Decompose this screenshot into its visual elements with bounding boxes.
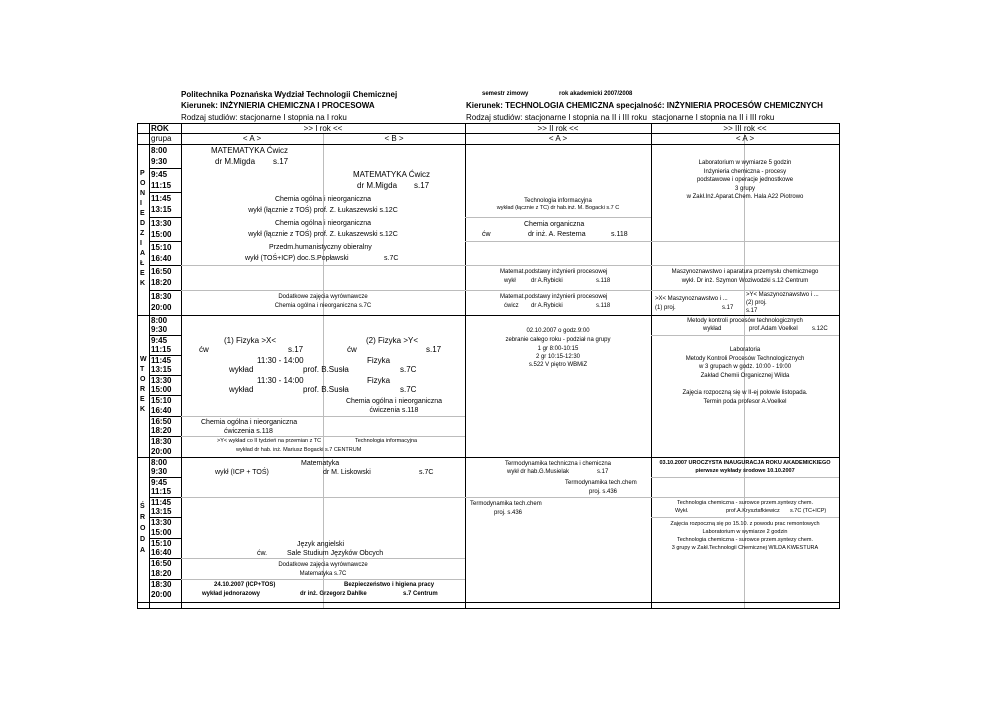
year3-header: >> III rok << (723, 124, 767, 133)
time-label: 20:00 (151, 447, 172, 456)
tue-fw2-subject: Fizyka (367, 376, 391, 385)
mon-y2-mp1-teacher: dr A.Rybicki (531, 278, 563, 284)
cell-line (651, 517, 839, 518)
day-letter: A (140, 250, 146, 257)
day-letter: W (140, 356, 147, 363)
wed-bhp-room: s.7 Centrum (403, 591, 438, 597)
wed-y3-inaug-detail: pierwsze wykłady środowe 10.10.2007 (695, 468, 795, 474)
studies-year3: stacjonarne I stopnia na II i III roku (652, 113, 775, 122)
tue-y2-note-line: 1 gr 8:00-10:15 (537, 346, 579, 352)
tue-y3-mk-room: s.12C (812, 326, 828, 332)
cell-line (651, 335, 839, 336)
mon-y3-lab-line: w Zakł.Inż.Aparat.Chem. Hala A22 Piotrowo (686, 194, 804, 200)
day-letter: T (140, 366, 145, 373)
mon-y3-masz-title: Maszynoznawstwo i aparatura przemysłu chemicznego (671, 269, 819, 275)
mon-hum-room: s.7C (384, 255, 399, 262)
tue-fw2-room: s.7C (400, 385, 417, 394)
mon-y2-co-teacher: dr inż. A. Resterna (528, 231, 586, 238)
mon-chem2-title: Chemia ogólna i nieorganiczna (274, 220, 372, 227)
day-letter: Z (140, 230, 145, 237)
wed-y2-tp-title: Termodynamika tech.chem (565, 480, 637, 486)
time-label: 9:45 (151, 170, 168, 179)
time-label: 18:30 (151, 437, 172, 446)
tue-ti-detail: wykład dr hab. inż. Mariusz Bogacki s.7 CENTRUM (236, 447, 362, 453)
day-letter: R (140, 386, 146, 393)
wed-y3-tc-title: Technologia chemiczna - surowce przem.syntezy chem. (676, 500, 814, 506)
time-label: 11:15 (151, 345, 172, 354)
group-a-year2: < A > (548, 134, 568, 143)
time-label: 20:00 (151, 590, 172, 599)
grid-left-border (137, 123, 138, 609)
time-label: 13:15 (151, 205, 172, 214)
mon-y2-ti-detail: wykład (łącznie z TC) dr hab.inż. M. Bogacki s.7 C (496, 205, 620, 211)
wed-y3-note-line: Technologia chemiczna - surowce przem.syntezy chem. (676, 537, 814, 543)
tue-y3-lab-line: Metody Kontroli Procesów Technologicznych (685, 356, 805, 362)
time-label: 9:30 (151, 467, 168, 476)
semester-label: semestr zimowy (482, 91, 529, 97)
day-letter: E (140, 210, 145, 217)
day-letter: O (140, 180, 146, 187)
tue-fy-room: s.17 (426, 345, 442, 354)
group-b-year1: < B > (384, 134, 404, 143)
day-letter: A (140, 547, 146, 554)
tue-fw1-subject: Fizyka (367, 356, 391, 365)
cell-line (465, 241, 651, 242)
tue-y3-note-line: Zajęcia rozpoczną się w II-ej połowie listopada. (682, 390, 808, 396)
mon-chem1-title: Chemia ogólna i nieorganiczna (274, 196, 372, 203)
kierunek-year23: Kierunek: TECHNOLOGIA CHEMICZNA specjalność: INŻYNIERIA PROCESÓW CHEMICZNYCH (466, 101, 823, 110)
slot-line (149, 168, 181, 169)
tue-fx-type: ćw (199, 345, 209, 354)
tue-fw1-room: s.7C (400, 365, 417, 374)
wed-bhp-type: wykład jednorazowy (202, 591, 261, 597)
time-label: 9:30 (151, 325, 168, 334)
tue-ch-a-title: Chemia ogólna i nieorganiczna (201, 419, 298, 426)
cell-line (181, 436, 465, 437)
time-label: 18:20 (151, 426, 172, 435)
mon-y3-my-title: >Y< Maszynoznawstwo i ... (746, 292, 819, 298)
wed-y2-tp2-detail: proj. s.436 (494, 510, 523, 516)
grid-day-tue-wed (137, 457, 840, 458)
mon-y3-lab-line: podstawowe i operacje jednostkowe (696, 177, 794, 183)
wed-y3-note-line: Zajęcia rozpoczną się po 15.10. z powodu prac remontowych (670, 521, 820, 527)
time-label: 18:20 (151, 569, 172, 578)
time-label: 16:40 (151, 254, 172, 263)
time-label: 9:45 (151, 336, 168, 345)
time-label: 13:30 (151, 376, 172, 385)
tue-fw1-time: 11:30 - 14:00 (257, 356, 304, 365)
mon-y2-mp1-title: Matemat.podstawy inżynierii procesowej (500, 269, 608, 275)
wed-ja-place: Sale Studium Języków Obcych (287, 550, 384, 557)
cell-line (181, 558, 465, 559)
grid-right-border (839, 123, 840, 609)
wed-y3-note-line: 3 grupy w Zakł.Technologii Chemicznej WILDA KWESTURA (671, 545, 819, 551)
group-a-year1: < A > (242, 134, 262, 143)
slot-line (149, 192, 181, 193)
time-label: 15:00 (151, 528, 172, 537)
tue-y2-note-line: zebranie całego roku - podział na grupy (505, 337, 611, 343)
grid-day-mon-tue (137, 315, 840, 316)
wed-mat-room: s.7C (419, 469, 434, 476)
mon-mat-a-room: s.17 (273, 157, 289, 166)
cell-line (651, 265, 839, 266)
tue-y2-note-line: 2 gr 10:15-12:30 (535, 354, 581, 360)
mon-y3-lab-line: Laboratorium w wymiarze 5 godzin (698, 160, 792, 166)
time-label: 11:45 (151, 194, 172, 203)
wed-y2-td-detail: wykł dr hab.G.Musielak (507, 469, 570, 475)
rok-label: ROK (151, 124, 169, 133)
slot-line (149, 217, 181, 218)
tue-fx-title: (1) Fizyka >X< (224, 336, 277, 345)
academic-year-label: rok akademicki 2007/2008 (559, 91, 633, 97)
mon-hum-title: Przedm.humanistyczny obieralny (269, 244, 372, 251)
time-label: 18:30 (151, 580, 172, 589)
mon-y3-mx-type: (1) proj. (655, 305, 676, 311)
wed-y2-td-room: s.17 (597, 469, 609, 475)
day-letter: I (140, 200, 142, 207)
day-letter: E (140, 396, 145, 403)
grid-grupa-row (137, 144, 840, 145)
slot-line (149, 290, 181, 291)
time-label: 20:00 (151, 303, 172, 312)
time-label: 13:15 (151, 507, 172, 516)
cell-line (651, 497, 839, 498)
mon-chem1-detail: wykł (łącznie z TOŚ) prof. Z. Łukaszewski s.12C (248, 207, 398, 214)
mon-y2-mp2-room: s.118 (596, 303, 611, 309)
wed-y3-note-line: Laboratorium w wymiarze 2 godzin (702, 529, 788, 535)
mon-y3-lab-line: Inżynieria chemiczna - procesy (703, 169, 787, 175)
time-label: 18:30 (151, 292, 172, 301)
day-letter: R (140, 514, 146, 521)
mon-y3-mx-room: s.17 (722, 305, 734, 311)
cell-line (465, 265, 651, 266)
wed-dod-detail: Matematyka s.7C (299, 571, 347, 577)
grid-bottom-border-2 (137, 608, 840, 609)
slot-line (149, 241, 181, 242)
year2-header: >> II rok << (537, 124, 579, 133)
wed-y3-tc-type: Wykł. (675, 508, 689, 514)
cell-line (181, 290, 465, 291)
cell-line (651, 241, 839, 242)
mon-mat-b-title: MATEMATYKA Ćwicz (353, 170, 431, 179)
mon-dod-title: Dodatkowe zajęcia wyrównawcze (278, 294, 368, 300)
day-letter: D (140, 220, 146, 227)
wed-y3-tc-teacher: prof.A.Krysztafkiewicz (726, 508, 780, 514)
university-title: Politechnika Poznańska Wydział Technologii Chemicznej (181, 90, 398, 99)
time-label: 16:50 (151, 559, 172, 568)
group-a-year3: < A > (735, 134, 755, 143)
kierunek-year1: Kierunek: INŻYNIERIA CHEMICZNA I PROCESOWA (181, 101, 375, 110)
time-label: 15:00 (151, 230, 172, 239)
cell-line (651, 477, 839, 478)
tue-ti-note: >Y< wykład co II tydzień na przemian z TC (217, 438, 322, 444)
tue-y3-mk-teacher: prof.Adam Voelkel (749, 326, 798, 332)
tue-y2-note-line: 02.10.2007 o godz.9:00 (526, 328, 590, 334)
tue-y3-lab-line: w 3 grupach w godz. 10:00 - 19:00 (698, 364, 792, 370)
mon-mat-a-title: MATEMATYKA Ćwicz (211, 146, 289, 155)
mon-chem2-detail: wykł (łącznie z TOŚ) prof. Z. Łukaszewski s.12C (248, 231, 398, 238)
mon-mat-a-teacher: dr M.Migda (215, 157, 256, 166)
mon-y3-my-room: s.17 (746, 308, 758, 314)
mon-mat-b-teacher: dr M.Migda (357, 181, 398, 190)
tue-y3-lab-line: Zakład Chemii Organicznej Wilda (700, 373, 790, 379)
tue-fx-room: s.17 (288, 345, 304, 354)
grupa-label: grupa (151, 134, 172, 143)
mon-y2-mp2-title: Matemat.podstawy inżynierii procesowej (500, 294, 608, 300)
tue-y3-lab-line: Laboratoria (729, 347, 761, 353)
tue-ch-b-title: Chemia ogólna i nieorganiczna (345, 398, 443, 405)
day-letter: O (140, 376, 146, 383)
day-letter: E (140, 270, 145, 277)
tue-fw2-time: 11:30 - 14:00 (257, 376, 304, 385)
time-label: 15:10 (151, 396, 172, 405)
mon-hum-detail: wykł (TOŚ+ICP) doc.S.Popławski (245, 255, 349, 262)
mon-y3-lab-line: 3 grupy (734, 186, 755, 192)
tue-y3-note-line: Termin poda profesor A.Voelkel (703, 399, 787, 405)
mon-y2-mp2-type: ćwicz (504, 303, 519, 309)
mon-y3-my-type: (2) proj. (746, 300, 767, 306)
wed-y2-tp-detail: proj. s.436 (589, 489, 618, 495)
year1-header: >> I rok << (303, 124, 343, 133)
time-label: 16:50 (151, 267, 172, 276)
tue-y3-mk-type: wykład (703, 326, 722, 332)
time-label: 13:30 (151, 518, 172, 527)
time-label: 15:10 (151, 539, 172, 548)
time-label: 8:00 (151, 458, 168, 467)
time-label: 9:30 (151, 157, 168, 166)
time-label: 11:45 (151, 498, 172, 507)
cell-line (465, 290, 651, 291)
wed-ja-title: Język angielski (297, 541, 345, 548)
day-letter: N (140, 190, 146, 197)
wed-dod-title: Dodatkowe zajęcia wyrównawcze (278, 562, 368, 568)
mon-y2-mp1-type: wykł (504, 278, 516, 284)
day-letter: I (140, 240, 142, 247)
mon-y2-co-title: Chemia organiczna (524, 221, 585, 228)
tue-ch-b-detail: ćwiczenia s.118 (369, 407, 419, 414)
tue-ch-a-detail: ćwiczenia s.118 (224, 428, 273, 435)
time-label: 11:45 (151, 356, 172, 365)
tue-fw1-teacher: prof. B.Susła (303, 365, 349, 374)
wed-ja-type: ćw. (257, 550, 268, 557)
slot-line (149, 265, 181, 266)
wed-y2-td-title: Termodynamika techniczna i chemiczna (504, 461, 612, 467)
day-letter: K (140, 406, 146, 413)
cell-line (181, 579, 465, 580)
studies-year2: Rodzaj studiów: stacjonarne I stopnia na II i III roku (466, 113, 647, 122)
time-label: 13:30 (151, 219, 172, 228)
cell-line (181, 497, 465, 498)
cell-line (181, 265, 465, 266)
mon-y2-mp1-room: s.118 (596, 278, 611, 284)
tue-y2-note-line: s.522 V piętro WBMiZ (528, 362, 588, 368)
time-label: 11:15 (151, 487, 172, 496)
grid-day-separator (149, 123, 150, 609)
day-letter: O (140, 525, 146, 532)
tue-fy-title: (2) Fizyka >Y< (366, 336, 419, 345)
mon-y2-mp2-teacher: dr A.Rybicki (531, 303, 563, 309)
time-label: 15:10 (151, 243, 172, 252)
wed-bhp-date: 24.10.2007 (ICP+TOS) (214, 582, 276, 588)
day-letter: Ś (140, 503, 145, 510)
day-letter: K (140, 280, 146, 287)
wed-bhp-teacher: dr inż. Grzegorz Dahlke (300, 591, 367, 597)
mon-y2-ti-title: Technologia informacyjna (524, 198, 592, 204)
time-label: 8:00 (151, 316, 168, 325)
wed-y2-tp2-title: Termodynamika tech.chem (470, 501, 542, 507)
time-label: 16:40 (151, 406, 172, 415)
time-label: 16:50 (151, 417, 172, 426)
studies-year1: Rodzaj studiów: stacjonarne I stopnia na I roku (181, 113, 347, 122)
mon-y2-co-type: ćw (482, 231, 491, 238)
wed-mat-type: wykł (ICP + TOŚ) (215, 469, 269, 476)
day-letter: P (140, 170, 145, 177)
time-label: 11:15 (151, 181, 172, 190)
mon-y3-mx-title: >X< Maszynoznawstwo i ... (655, 296, 728, 302)
wed-y3-tc-room: s.7C (TC+ICP) (790, 508, 827, 514)
day-letter: D (140, 536, 146, 543)
cell-line (651, 290, 839, 291)
mon-mat-b-room: s.17 (414, 181, 430, 190)
tue-ti-title: Technologia informacyjna (355, 438, 418, 444)
time-label: 13:15 (151, 365, 172, 374)
time-label: 8:00 (151, 146, 168, 155)
tue-y3-mk-title: Metody kontroli procesów technologicznych (687, 318, 803, 324)
tue-fw2-teacher: prof. B.Susła (303, 385, 349, 394)
time-label: 18:20 (151, 278, 172, 287)
grid-bottom-border (137, 602, 840, 603)
mon-dod-detail: Chemia ogólna i nieorganiczna s.7C (274, 303, 372, 309)
wed-mat-teacher: dr M. Liskowski (323, 469, 371, 476)
time-label: 9:45 (151, 478, 168, 487)
mon-y3-masz-detail: wykł. Dr inż. Szymon Woziwodzki s.12 Centrum (681, 278, 809, 284)
tue-fw2-type: wykład (229, 385, 254, 394)
tue-fw1-type: wykład (229, 365, 254, 374)
cell-line (465, 217, 651, 218)
mon-y2-co-room: s.118 (611, 231, 628, 238)
tue-fy-type: ćw (347, 345, 357, 354)
day-letter: Ł (140, 260, 145, 267)
cell-line (181, 416, 465, 417)
wed-mat-title: Matematyka (301, 460, 340, 467)
cell-line (465, 497, 651, 498)
time-label: 15:00 (151, 385, 172, 394)
wed-y3-inaug-title: 03.10.2007 UROCZYSTA INAUGURACJA ROKU AKADEMICKIEGO (659, 460, 831, 466)
wed-bhp-title: Bezpieczeństwo i higiena pracy (344, 582, 435, 588)
time-label: 16:40 (151, 548, 172, 557)
